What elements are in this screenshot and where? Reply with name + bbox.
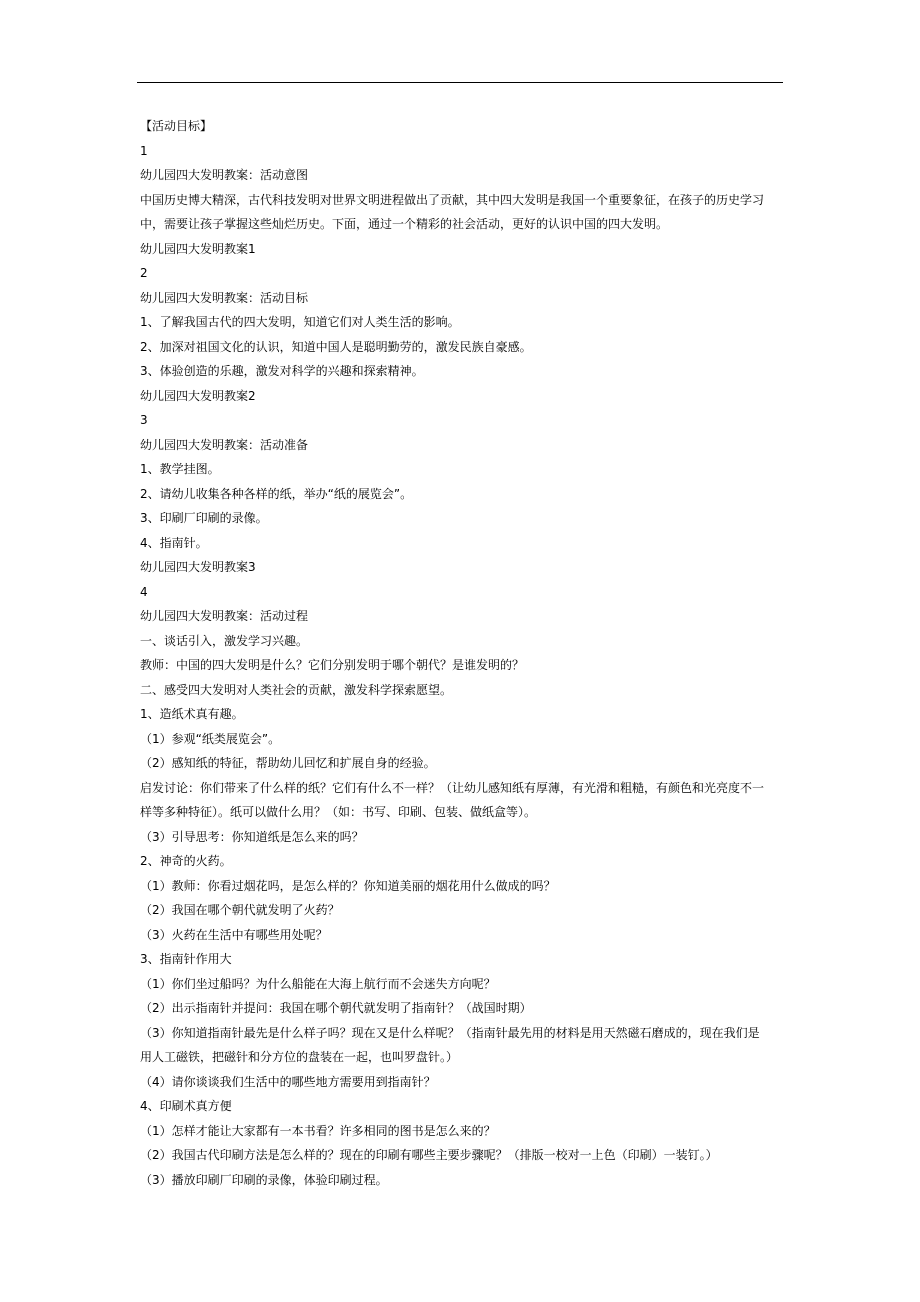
text-line: 3 — [140, 413, 148, 427]
text-line: 1 — [140, 143, 148, 158]
text-line: （3）引导思考：你知道纸是怎么来的吗？ — [140, 829, 364, 844]
text-line: 【活动目标】 — [140, 119, 213, 133]
text-line: 幼儿园四大发明教案3 — [140, 560, 256, 574]
text-line: 3、印刷厂印刷的录像。 — [140, 511, 268, 525]
document-body — [140, 114, 783, 1192]
text-line: （4）请你谈谈我们生活中的哪些地方需要用到指南针？ — [140, 1074, 436, 1089]
text-line: 样等多种特征）。纸可以做什么用？（如：书写、印刷、包装、做纸盒等）。 — [140, 805, 537, 819]
text-line: 幼儿园四大发明教案：活动过程 — [140, 609, 309, 623]
text-line: 幼儿园四大发明教案：活动准备 — [140, 437, 309, 452]
text-line: 2 — [140, 266, 148, 280]
text-line: 3、指南针作用大 — [140, 952, 232, 966]
text-line: 幼儿园四大发明教案：活动目标 — [140, 290, 309, 305]
text-line: （2）我国古代印刷方法是怎么样的？现在的印刷有哪些主要步骤呢？（排版一校对一上色（印刷）一装钉。） — [140, 1148, 718, 1162]
text-line: 二、感受四大发明对人类社会的贡献，激发科学探索愿望。 — [140, 682, 453, 697]
text-line: （3）你知道指南针最先是什么样子吗？现在又是什么样呢？（指南针最先用的材料是用天然磁石磨成的，现在我们是 — [140, 1025, 760, 1040]
text-line: 幼儿园四大发明教案2 — [140, 388, 256, 403]
text-line: 1、教学挂图。 — [140, 462, 220, 476]
text-line: 2、神奇的火药。 — [140, 854, 232, 868]
text-line: 中，需要让孩子掌握这些灿烂历史。下面，通过一个精彩的社会活动，更好的认识中国的四大发明。 — [140, 217, 669, 231]
text-line: 1、了解我国古代的四大发明，知道它们对人类生活的影响。 — [140, 315, 460, 329]
text-line: （1）教师：你看过烟花吗，是怎么样的？你知道美丽的烟花用什么做成的吗？ — [140, 878, 556, 893]
text-line: 2、请幼儿收集各种各样的纸，举办“纸的展览会”。 — [140, 486, 413, 501]
text-line: （1）你们坐过船吗？为什么船能在大海上航行而不会迷失方向呢？ — [140, 976, 496, 991]
text-line: （2）感知纸的特征，帮助幼儿回忆和扩展自身的经验。 — [140, 756, 436, 770]
text-line: 教师：中国的四大发明是什么？它们分别发明于哪个朝代？是谁发明的？ — [140, 658, 525, 672]
text-line: 4 — [140, 584, 148, 599]
text-line: （3）播放印刷厂印刷的录像，体验印刷过程。 — [140, 1172, 388, 1187]
text-line: 3、体验创造的乐趣，激发对科学的兴趣和探索精神。 — [140, 364, 424, 378]
text-line: （1）参观“纸类展览会”。 — [140, 731, 281, 746]
text-line: 幼儿园四大发明教案：活动意图 — [140, 168, 309, 182]
text-line: （3）火药在生活中有哪些用处呢？ — [140, 927, 328, 942]
text-line: 用人工磁铁，把磁针和分方位的盘装在一起，也叫罗盘针。） — [140, 1050, 459, 1064]
header-rule — [137, 82, 783, 83]
text-line: 中国历史博大精深，古代科技发明对世界文明进程做出了贡献，其中四大发明是我国一个重要象征，在孩子的历史学习 — [140, 192, 765, 207]
text-line: （2）我国在哪个朝代就发明了火药？ — [140, 903, 340, 917]
text-line: （2）出示指南针并提问：我国在哪个朝代就发明了指南针？（战国时期） — [140, 1001, 532, 1015]
text-line: （1）怎样才能让大家都有一本书看？许多相同的图书是怎么来的？ — [140, 1123, 496, 1138]
text-line: 一、谈话引入，激发学习兴趣。 — [140, 633, 309, 648]
text-line: 2、加深对祖国文化的认识，知道中国人是聪明勤劳的，激发民族自豪感。 — [140, 339, 532, 354]
text-line: 4、印刷术真方便 — [140, 1099, 232, 1113]
text-line: 幼儿园四大发明教案1 — [140, 241, 256, 256]
text-line: 1、造纸术真有趣。 — [140, 707, 244, 721]
text-line: 启发讨论：你们带来了什么样的纸？它们有什么不一样？（让幼儿感知纸有厚薄，有光滑和粗糙，有颜色和光亮度不一 — [140, 780, 765, 795]
text-line: 4、指南针。 — [140, 535, 208, 550]
